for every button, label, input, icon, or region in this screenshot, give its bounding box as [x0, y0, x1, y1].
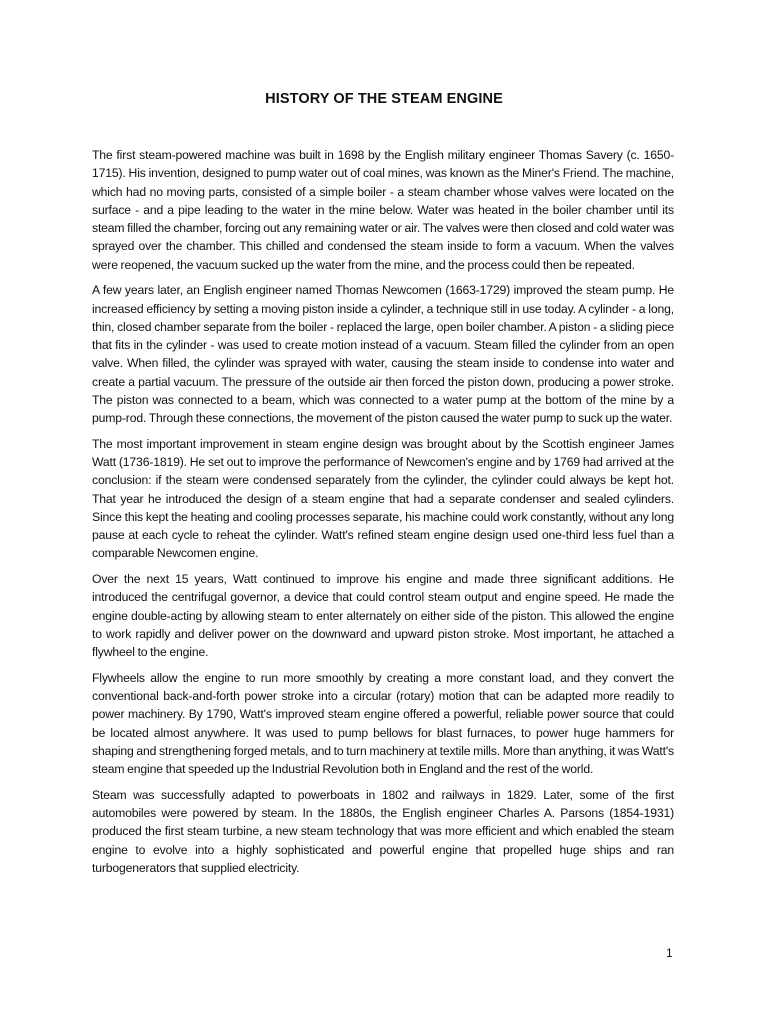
document-title: HISTORY OF THE STEAM ENGINE	[265, 91, 503, 107]
document-body	[92, 146, 674, 885]
paragraph-savery: The first steam-powered machine was built in 1698 by the English military engineer Thomas Savery (c. 1650-1715). His invention, designed to pump water out of coal mines, was known as the Miner's Friend. The machine, which had no moving parts, consisted of a simple boiler - a steam chamber whose valves were located on the surface - and a pipe leading to the water in the mine below. Water was heated in the boiler chamber until its steam filled the chamber, forcing out any remaining water or air. The valves were then closed and cold water was sprayed over the chamber. This chilled and condensed the steam inside to form a vacuum. When the valves were reopened, the vacuum sucked up the water from the mine, and the process could then be repeated.	[92, 148, 674, 272]
page-number: 1	[666, 946, 673, 960]
paragraph-flywheels: Flywheels allow the engine to run more smoothly by creating a more constant load, and they convert the conventional back-and-forth power stroke into a circular (rotary) motion that can be adapted more readily to power machinery. By 1790, Watt's improved steam engine offered a powerful, reliable power source that could be located almost anywhere. It was used to pump bellows for blast furnaces, to power huge hammers for shaping and strengthening forged metals, and to turn machinery at textile mills. More than anything, it was Watt's steam engine that speeded up the Industrial Revolution both in England and the rest of the world.	[92, 670, 674, 776]
paragraph-watt-additions: Over the next 15 years, Watt continued to improve his engine and made three significant additions. He introduced the centrifugal governor, a device that could control steam output and engine speed. He made the engine double-acting by allowing steam to enter alternately on either side of the piston. This allowed the engine to work rapidly and deliver power on the downward and upward piston stroke. Most important, he attached a flywheel to the engine.	[92, 572, 674, 659]
paragraph-watt: The most important improvement in steam engine design was brought about by the Scottish engineer James Watt (1736-1819). He set out to improve the performance of Newcomen's engine and by 1769 had arrived at the conclusion: if the steam were condensed separately from the cylinder, the cylinder could always be kept hot. That year he introduced the design of a steam engine that had a separate condenser and sealed cylinders. Since this kept the heating and cooling processes separate, his machine could work constantly, without any long pause at each cycle to reheat the cylinder. Watt's refined steam engine design used one-third less fuel than a comparable Newcomen engine.	[92, 436, 674, 561]
paragraph-newcomen: A few years later, an English engineer named Thomas Newcomen (1663-1729) improved the steam pump. He increased efficiency by setting a moving piston inside a cylinder, a technique still in use today. A cylinder - a long, thin, closed chamber separate from the boiler - replaced the large, open boiler chamber. A piston - a sliding piece that fits in the cylinder - was used to create motion instead of a vacuum. Steam filled the cylinder from an open valve. When filled, the cylinder was sprayed with water, causing the steam inside to condense into water and create a partial vacuum. The pressure of the outside air then forced the piston down, producing a power stroke. The piston was connected to a beam, which was connected to a water pump at the bottom of the mine by a pump-rod. Through these connections, the movement of the piston caused the water pump to suck up the water.	[92, 283, 674, 425]
paragraph-steam-adaptations: Steam was successfully adapted to powerboats in 1802 and railways in 1829. Later, some of the first automobiles were powered by steam. In the 1880s, the English engineer Charles A. Parsons (1854-1931) produced the first steam turbine, a new steam technology that was more efficient and which enabled the steam engine to evolve into a highly sophisticated and powerful engine that propelled huge ships and ran turbogenerators that supplied electricity.	[92, 787, 674, 875]
